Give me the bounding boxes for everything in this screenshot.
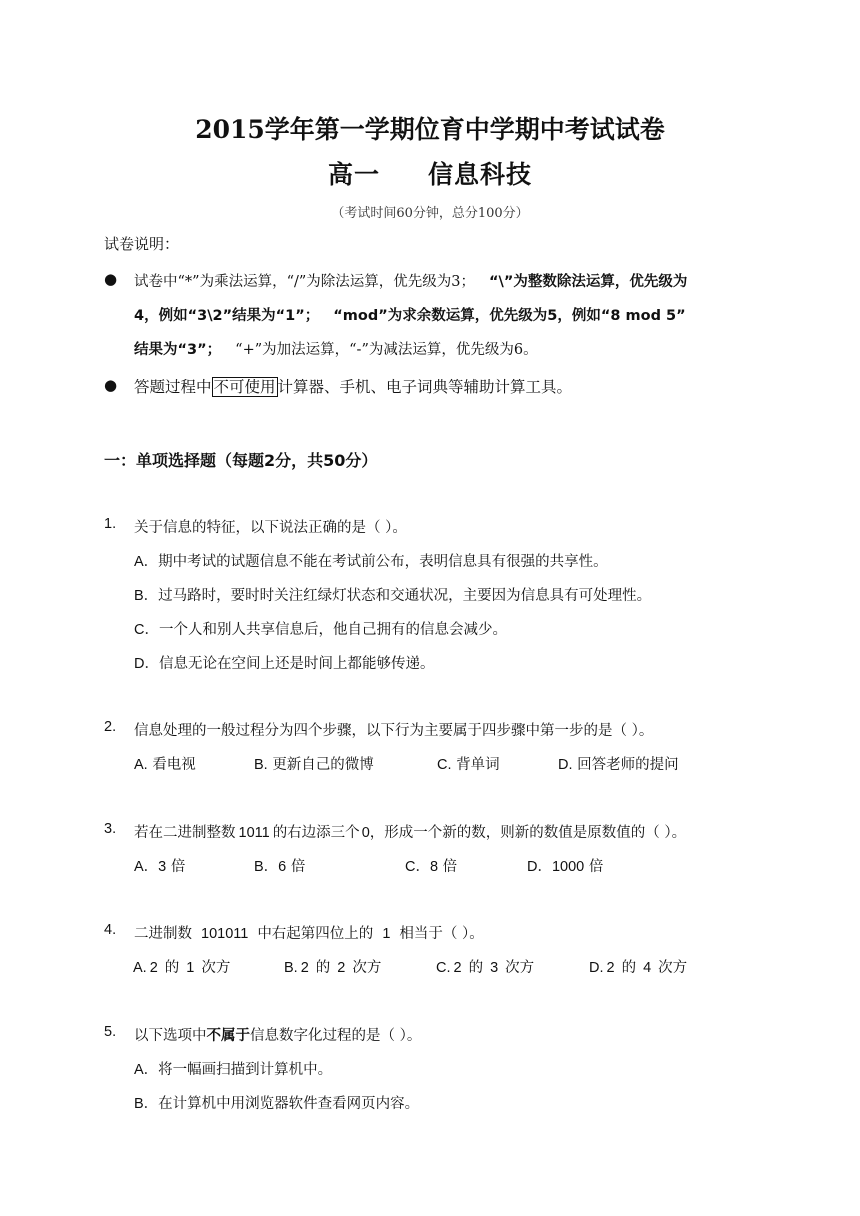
question-text-part: 相当于（ ）。 <box>399 926 484 942</box>
question-text: 关于信息的特征，以下说法正确的是（ ）。 <box>134 520 407 536</box>
option-d <box>589 956 687 977</box>
question-number: 4. <box>104 922 117 938</box>
option-letter: C． <box>134 622 159 638</box>
option-value: 1000 <box>551 859 585 875</box>
question-text-part: 二进制数 <box>134 926 192 942</box>
instruction-line-1 <box>134 270 687 291</box>
exam-subtitle: （考试时间60分钟，总分100分） <box>331 206 529 221</box>
boxed-emphasis: 不可使用 <box>213 378 276 396</box>
option-letter: B． <box>134 588 159 604</box>
digit: 0 <box>361 825 370 841</box>
binary-number: 1011 <box>238 825 270 841</box>
option-b <box>284 956 381 977</box>
option-text: 信息无论在空间上还是时间上都能够传递。 <box>158 656 435 672</box>
option-a <box>133 956 230 977</box>
instruction-bold-text: 4，例如“3\2”结果为“1”； <box>134 308 320 324</box>
option-text: 更新自己的微博 <box>272 757 374 773</box>
option-letter: B. <box>284 960 298 976</box>
option-value: 6 <box>278 859 287 875</box>
option-text: 将一幅画扫描到计算机中。 <box>158 1062 333 1078</box>
option-letter: B． <box>254 859 279 875</box>
question-number: 5. <box>104 1024 117 1040</box>
option-letter: D． <box>134 656 159 672</box>
option-base: 2 <box>453 960 462 976</box>
instruction-line-3 <box>134 338 538 359</box>
option-letter: A． <box>134 859 159 875</box>
instruction-text: 计算器、手机、电子词典等辅助计算工具。 <box>277 378 573 396</box>
option-unit: 次方 <box>352 960 382 976</box>
option-b <box>134 584 651 605</box>
option-text: 的 <box>164 960 180 976</box>
option-letter: D. <box>589 960 604 976</box>
grade-subject <box>0 155 860 191</box>
question-text-part: 的右边添三个 <box>272 825 360 841</box>
question-text <box>134 1024 421 1045</box>
option-base: 2 <box>606 960 615 976</box>
option-unit: 倍 <box>170 859 186 875</box>
option-unit: 次方 <box>658 960 688 976</box>
option-unit: 次方 <box>201 960 231 976</box>
option-letter: A． <box>134 554 159 570</box>
option-text: 在计算机中用浏览器软件查看网页内容。 <box>158 1096 420 1112</box>
question-text <box>134 922 484 943</box>
option-b <box>254 855 305 876</box>
instruction-bullet-2 <box>134 375 572 397</box>
option-value: 3 <box>158 859 167 875</box>
option-a <box>134 550 608 571</box>
instruction-bold-text: 结果为“3”； <box>134 342 222 358</box>
option-text: 过马路时，要时时关注红绿灯状态和交通状况，主要因为信息具有可处理性。 <box>158 588 652 604</box>
instructions-label: 试卷说明： <box>104 235 180 253</box>
question-text-part: 信息数字化过程的是（ ）。 <box>250 1028 422 1044</box>
option-unit: 倍 <box>290 859 306 875</box>
option-exponent: 3 <box>490 960 499 976</box>
option-b <box>134 1092 419 1113</box>
option-letter: C. <box>437 757 452 773</box>
instruction-line-2 <box>134 304 686 325</box>
question-text-part: 中右起第四位上的 <box>257 926 374 942</box>
option-c <box>437 753 500 774</box>
option-a <box>134 1058 332 1079</box>
option-base: 2 <box>300 960 309 976</box>
section-heading: 一：单项选择题（每题2分，共50分） <box>104 451 378 470</box>
option-letter: D. <box>558 757 573 773</box>
option-text: 一个人和别人共享信息后，他自己拥有的信息会减少。 <box>158 622 507 638</box>
option-c <box>134 618 507 639</box>
subject-label: 信息科技 <box>428 160 533 189</box>
question-text <box>134 821 686 842</box>
option-letter: C. <box>436 960 451 976</box>
option-unit: 倍 <box>442 859 458 875</box>
option-text: 的 <box>468 960 484 976</box>
question-text-part: ，形成一个新的数，则新的数值是原数值的（ ）。 <box>369 825 687 841</box>
question-text-part: 以下选项中 <box>134 1028 207 1044</box>
instruction-text: 答题过程中 <box>134 378 212 396</box>
option-exponent: 2 <box>337 960 346 976</box>
option-letter: B. <box>254 757 268 773</box>
question-number: 2. <box>104 719 117 735</box>
question-number: 1. <box>104 516 117 532</box>
option-text: 回答老师的提问 <box>577 757 679 773</box>
option-b <box>254 753 374 774</box>
option-unit: 倍 <box>588 859 604 875</box>
digit: 1 <box>382 926 391 942</box>
option-d <box>134 652 434 673</box>
bullet-dot-icon: ● <box>104 376 118 394</box>
option-text: 看电视 <box>152 757 196 773</box>
option-a <box>134 855 185 876</box>
binary-number: 101011 <box>201 926 249 942</box>
bullet-dot-icon: ● <box>104 270 118 288</box>
option-letter: A. <box>134 757 148 773</box>
question-bold-text: 不属于 <box>206 1028 250 1044</box>
option-text: 的 <box>621 960 637 976</box>
option-letter: B． <box>134 1096 159 1112</box>
instruction-text: 试卷中“*”为乘法运算，“/”为除法运算，优先级为3； <box>134 274 476 290</box>
option-d <box>558 753 679 774</box>
option-c <box>405 855 457 876</box>
option-d <box>527 855 603 876</box>
exam-title: 2015学年第一学期位育中学期中考试试卷 <box>195 115 665 144</box>
option-unit: 次方 <box>505 960 535 976</box>
question-number: 3. <box>104 821 117 837</box>
option-c <box>436 956 534 977</box>
option-base: 2 <box>149 960 158 976</box>
option-value: 8 <box>429 859 439 875</box>
option-text: 背单词 <box>456 757 500 773</box>
option-text: 期中考试的试题信息不能在考试前公布，表明信息具有很强的共享性。 <box>158 554 608 570</box>
option-letter: A. <box>133 960 147 976</box>
option-exponent: 4 <box>643 960 652 976</box>
option-letter: A． <box>134 1062 159 1078</box>
instruction-bold-text: “mod”为求余数运算，优先级为5，例如“8 mod 5” <box>333 308 686 324</box>
option-letter: D． <box>527 859 552 875</box>
option-a <box>134 753 196 774</box>
question-text: 信息处理的一般过程分为四个步骤，以下行为主要属于四步骤中第一步的是（ ）。 <box>134 723 654 739</box>
option-exponent: 1 <box>186 960 195 976</box>
question-text-part: 若在二进制整数 <box>134 825 236 841</box>
instruction-text: “+”为加法运算，“-”为减法运算，优先级为6。 <box>235 342 538 358</box>
option-letter: C． <box>405 859 430 875</box>
instruction-bold-text: “\”为整数除法运算，优先级为 <box>489 274 688 290</box>
option-text: 的 <box>315 960 331 976</box>
grade-label: 高一 <box>327 160 380 189</box>
